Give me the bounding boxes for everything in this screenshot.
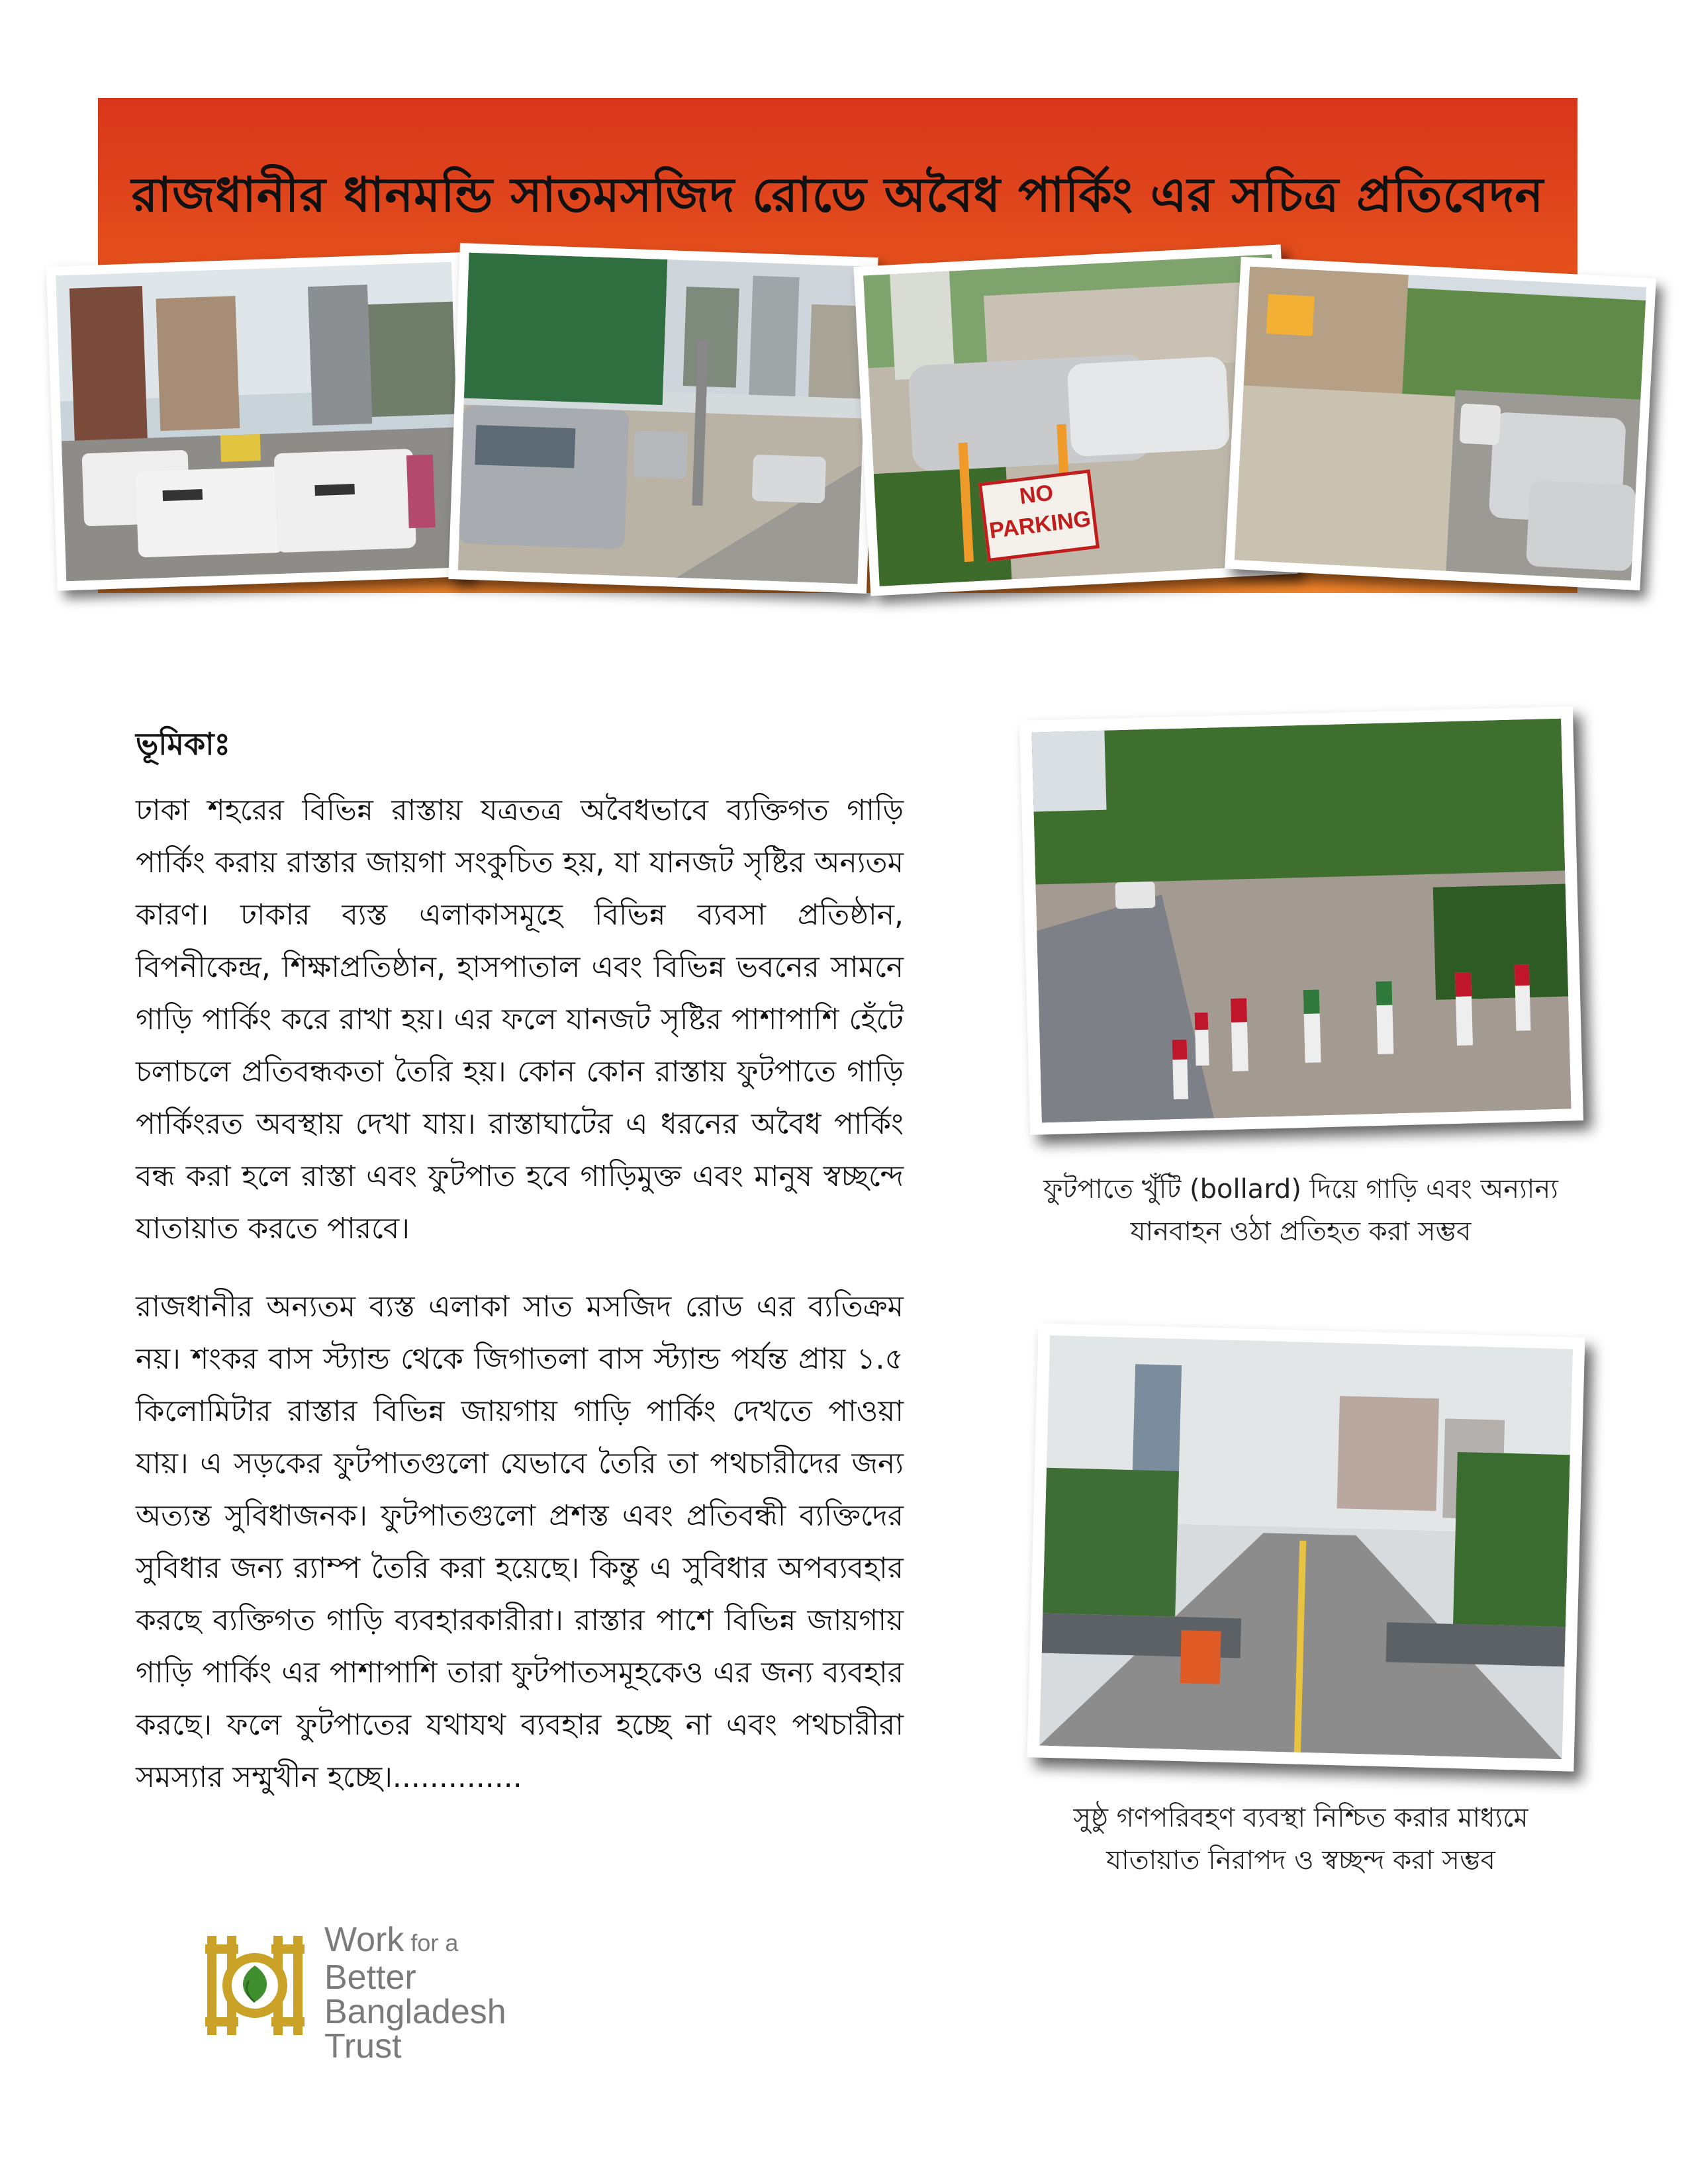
bollard-scene [1031, 719, 1571, 1123]
logo-line-4: Trust [324, 2027, 402, 2066]
bollard-caption-line-1: ফুটপাতে খুঁটি (bollard) দিয়ে গাড়ি এবং অন্যান্য [1043, 1174, 1558, 1205]
bollard-caption-line-2: যানবাহন ওঠা প্রতিহত করা সম্ভব [1130, 1216, 1472, 1247]
footpath-parking-photo [458, 253, 868, 584]
trust-logo-icon [199, 1929, 311, 2042]
paragraph-1: ঢাকা শহরের বিভিন্ন রাস্তায় যত্রতত্র অবৈধভাবে ব্যক্তিগত গাড়ি পার্কিং করায় রাস্তার জায়গা সংকুচিত হয়, যা যানজট সৃষ্টির অন্যতম কারণ। ঢাকার ব্যস্ত এলাকাসমূহে বিভিন্ন ব্যবসা প্রতিষ্ঠান, বিপনীকেন্দ্র, শিক্ষাপ্রতিষ্ঠান, হাসপাতাল এবং বিভিন্ন ভবনের সামনে গাড়ি পার্কিং করে রাখা হয়। এর ফলে যানজট সৃষ্টির পাশাপাশি হেঁটে চলাচলে প্রতিবন্ধকতা তৈরি হয়। কোন কোন রাস্তায় ফুটপাতে গাড়ি পার্কিংরত অবস্থায় দেখা যায়। রাস্তাঘাটের এ ধরনের অবৈধ পার্কিং বন্ধ করা হলে রাস্তা এবং ফুটপাত হবে গাড়িমুক্ত এবং মানুষ স্বচ্ছন্দে যাতায়াত করতে পারবে। [136, 794, 904, 1246]
header-photo-4 [1225, 257, 1656, 590]
logo-line-3: Bangladesh [324, 1993, 506, 2031]
bollard-caption [1003, 1168, 1599, 1253]
header-photo-1 [46, 252, 472, 591]
sign-text-2: PARKING [988, 506, 1093, 544]
transit-caption-line-1: সুষ্ঠু গণপরিবহণ ব্যবস্থা নিশ্চিত করার মাধ্যমে [1073, 1803, 1528, 1833]
logo-line-1-small: for a [404, 1929, 459, 1956]
street-parking-photo [56, 262, 462, 582]
section-heading: ভূমিকাঃ [136, 726, 231, 762]
header-photo-2 [448, 243, 878, 594]
page-title: রাজধানীর ধানমন্ডি সাতমসজিদ রোডে অবৈধ পার্কিং এর সচিত্র প্রতিবেদন [131, 167, 1544, 222]
transit-photo [1027, 1323, 1585, 1771]
transit-caption [1003, 1797, 1599, 1882]
sidewalk-parking-photo [1235, 267, 1646, 581]
paragraph-2: রাজধানীর অন্যতম ব্যস্ত এলাকা সাত মসজিদ রোড এর ব্যতিক্রম নয়। শংকর বাস স্ট্যান্ড থেকে জিগাতলা বাস স্ট্যান্ড পর্যন্ত প্রায় ১.৫ কিলোমিটার রাস্তার বিভিন্ন জায়গায় গাড়ি পার্কিং দেখতে পাওয়া যায়। এ সড়কের ফুটপাতগুলো যেভাবে তৈরি তা পথচারীদের জন্য অত্যন্ত সুবিধাজনক। ফুটপাতগুলো প্রশস্ত এবং প্রতিবন্ধী ব্যক্তিদের সুবিধার জন্য র‍্যাম্প তৈরি করা হয়েছে। কিন্তু এ সুবিধার অপব্যবহার করছে ব্যক্তিগত গাড়ি ব্যবহারকারীরা। রাস্তার পাশে বিভিন্ন জায়গায় গাড়ি পার্কিং এর পাশাপাশি তারা ফুটপাতসমূহকেও এর জন্য ব্যবহার করছে। ফলে ফুটপাতের যথাযথ ব্যবহার হচ্ছে না এবং পথচারীরা সমস্যার সম্মুখীন হচ্ছে।.............. [136, 1290, 904, 1794]
transit-scene [1039, 1336, 1573, 1759]
transit-caption-line-2: যাতায়াত নিরাপদ ও স্বচ্ছন্দ করা সম্ভব [1106, 1845, 1495, 1876]
trust-logo-text [324, 1923, 506, 2064]
bollard-photo [1019, 706, 1583, 1135]
logo-line-1: Work [324, 1921, 404, 1959]
logo-line-2: Better [324, 1958, 416, 1997]
sign-text-1: NO [1017, 480, 1055, 510]
no-parking-sign [978, 469, 1100, 562]
